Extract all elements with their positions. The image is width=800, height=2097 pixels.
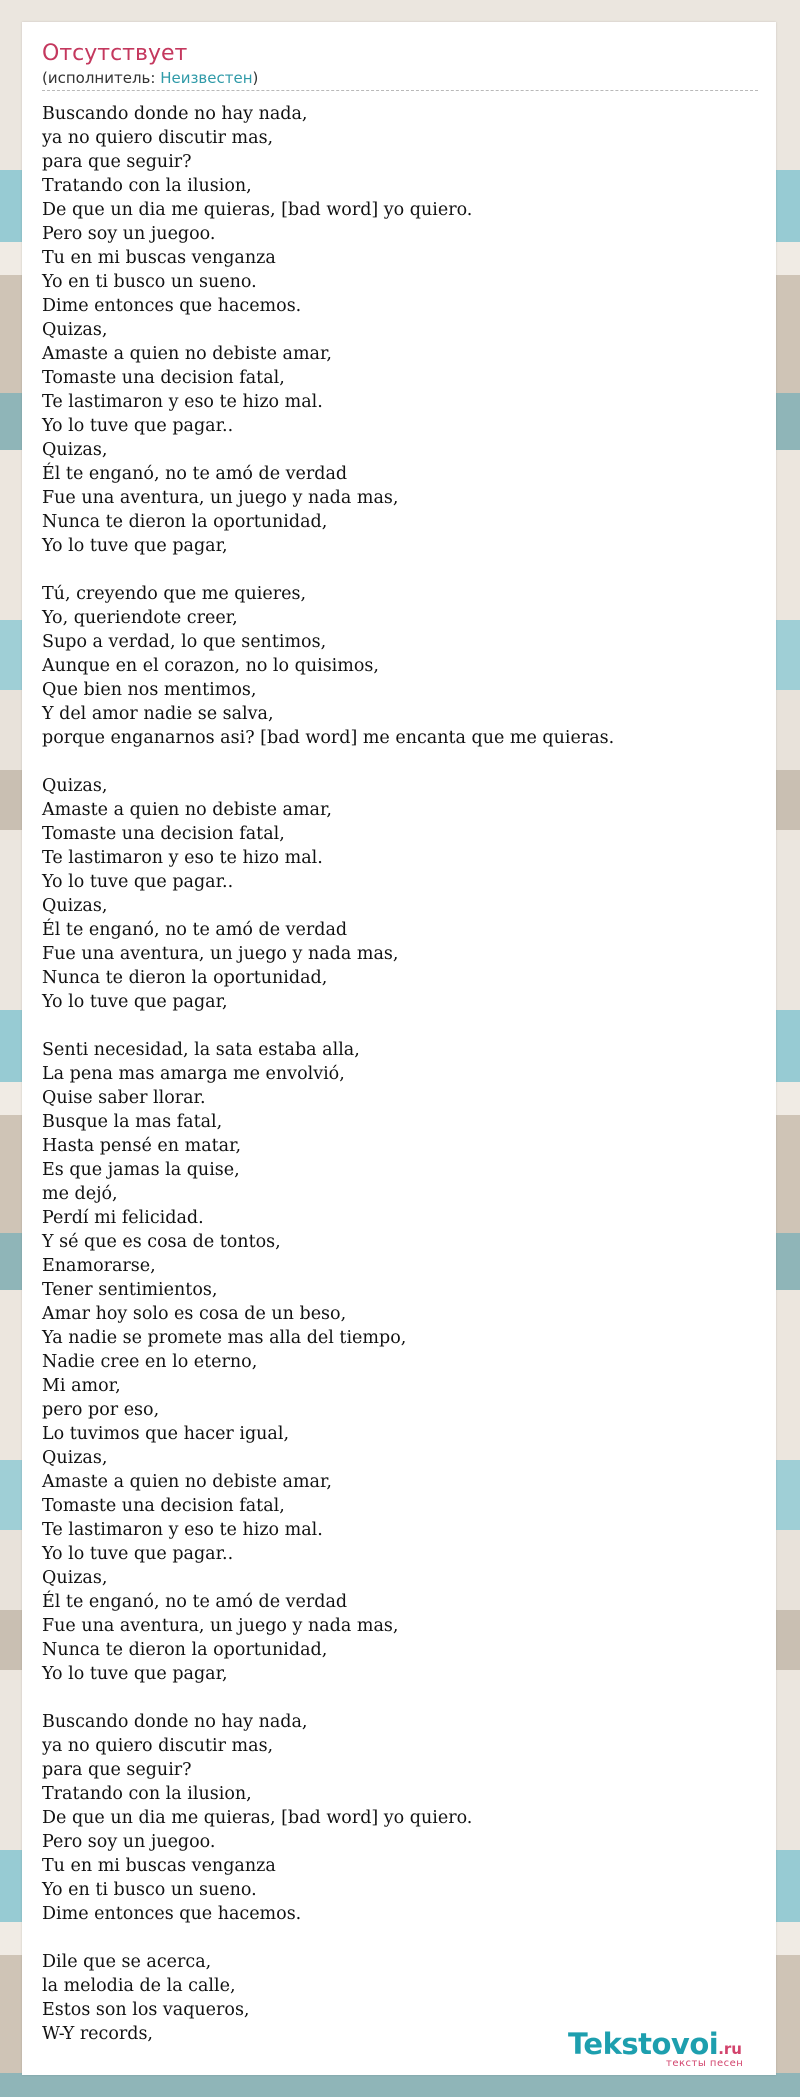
lyric-line: Quizas, (42, 320, 108, 340)
lyric-line: Te lastimaron y eso te hizo mal. (42, 848, 323, 868)
song-title: Отсутствует (42, 41, 188, 66)
lyric-line: Enamorarse, (42, 1256, 156, 1276)
lyric-line: la melodia de la calle, (42, 1976, 236, 1996)
lyric-line: Yo lo tuve que pagar.. (42, 416, 234, 436)
lyric-line: De que un dia me quieras, [bad word] yo quiero. (42, 200, 473, 220)
lyric-line: Él te enganó, no te amó de verdad (42, 1592, 348, 1612)
lyric-line: Quizas, (42, 440, 108, 460)
lyric-line: Busque la mas fatal, (42, 1112, 223, 1132)
lyric-line: Nunca te dieron la oportunidad, (42, 512, 328, 532)
lyric-line: Que bien nos mentimos, (42, 680, 257, 700)
lyric-line: Amaste a quien no debiste amar, (42, 800, 332, 820)
lyric-line: Él te enganó, no te amó de verdad (42, 920, 348, 940)
logo-wordmark: Tekstovoi (568, 2027, 719, 2061)
lyric-line: Buscando donde no hay nada, (42, 1712, 308, 1732)
lyric-line: para que seguir? (42, 1760, 192, 1780)
lyric-line: Tu en mi buscas venganza (42, 1856, 276, 1876)
lyric-line: W-Y records, (42, 2024, 153, 2044)
lyric-line: Nadie cree en lo eterno, (42, 1352, 258, 1372)
lyric-line: Supo a verdad, lo que sentimos, (42, 632, 327, 652)
lyric-line: Estos son los vaqueros, (42, 2000, 250, 2020)
lyric-line: para que seguir? (42, 152, 192, 172)
lyric-line: Quise saber llorar. (42, 1088, 206, 1108)
lyric-line (42, 1926, 758, 1950)
lyric-line: Aunque en el corazon, no lo quisimos, (42, 656, 379, 676)
lyrics-card (22, 22, 776, 2075)
lyric-line: Yo en ti busco un sueno. (42, 1880, 257, 1900)
lyric-line: Pero soy un juegoo. (42, 1832, 216, 1852)
lyric-line: Senti necesidad, la sata estaba alla, (42, 1040, 360, 1060)
lyric-line: Es que jamas la quise, (42, 1160, 240, 1180)
logo-tld: .ru (718, 2040, 742, 2058)
lyric-line (42, 750, 758, 774)
lyric-line: Y sé que es cosa de tontos, (42, 1232, 281, 1252)
lyric-line: Perdí mi felicidad. (42, 1208, 204, 1228)
lyric-line: Yo lo tuve que pagar.. (42, 1544, 234, 1564)
lyric-line: Hasta pensé en matar, (42, 1136, 242, 1156)
lyric-line: Fue una aventura, un juego y nada mas, (42, 1616, 399, 1636)
lyric-line: Buscando donde no hay nada, (42, 104, 308, 124)
lyric-line: De que un dia me quieras, [bad word] yo quiero. (42, 1808, 473, 1828)
lyric-line: Yo, queriendote creer, (42, 608, 238, 628)
lyric-line: Amaste a quien no debiste amar, (42, 344, 332, 364)
lyric-line: Quizas, (42, 1568, 108, 1588)
lyric-line: Tomaste una decision fatal, (42, 1496, 285, 1516)
lyric-line: porque enganarnos asi? [bad word] me encanta que me quieras. (42, 728, 615, 748)
lyric-line: Amar hoy solo es cosa de un beso, (42, 1304, 347, 1324)
lyric-line: Ya nadie se promete mas alla del tiempo, (42, 1328, 407, 1348)
lyric-line: Yo lo tuve que pagar, (42, 1664, 228, 1684)
lyric-line: Tú, creyendo que me quieres, (42, 584, 307, 604)
artist-link[interactable]: Неизвестен (160, 69, 253, 87)
lyric-line: Pero soy un juegoo. (42, 224, 216, 244)
artist-line (42, 68, 758, 88)
lyric-line (42, 558, 758, 582)
lyric-line (42, 1014, 758, 1038)
lyric-line: Fue una aventura, un juego y nada mas, (42, 488, 399, 508)
lyric-line: Yo lo tuve que pagar, (42, 992, 228, 1012)
lyric-line: me dejó, (42, 1184, 118, 1204)
lyric-line: Tomaste una decision fatal, (42, 368, 285, 388)
lyric-line: Quizas, (42, 896, 108, 916)
lyric-line: Nunca te dieron la oportunidad, (42, 1640, 328, 1660)
lyric-line: Lo tuvimos que hacer igual, (42, 1424, 290, 1444)
lyric-line (42, 1686, 758, 1710)
lyric-line: Amaste a quien no debiste amar, (42, 1472, 332, 1492)
lyric-line: Yo lo tuve que pagar.. (42, 872, 234, 892)
lyric-line: Dile que se acerca, (42, 1952, 212, 1972)
lyric-line: Dime entonces que hacemos. (42, 296, 302, 316)
lyric-line: ya no quiero discutir mas, (42, 1736, 274, 1756)
lyric-line: Y del amor nadie se salva, (42, 704, 274, 724)
lyric-line: La pena mas amarga me envolvió, (42, 1064, 345, 1084)
lyric-line: Tratando con la ilusion, (42, 1784, 252, 1804)
site-logo[interactable] (568, 2028, 768, 2072)
lyric-line: pero por eso, (42, 1400, 160, 1420)
lyric-line: Quizas, (42, 1448, 108, 1468)
lyric-line: Tener sentimientos, (42, 1280, 218, 1300)
lyric-line: Quizas, (42, 776, 108, 796)
lyric-line: Te lastimaron y eso te hizo mal. (42, 1520, 323, 1540)
lyric-line: Te lastimaron y eso te hizo mal. (42, 392, 323, 412)
lyric-line: Yo en ti busco un sueno. (42, 272, 257, 292)
logo-subtitle: тексты песен (666, 2058, 744, 2069)
lyric-line: Tu en mi buscas venganza (42, 248, 276, 268)
lyrics-text (42, 102, 758, 2046)
lyric-line: ya no quiero discutir mas, (42, 128, 274, 148)
lyric-line: Mi amor, (42, 1376, 121, 1396)
artist-suffix: ) (252, 69, 259, 87)
lyric-line: Tratando con la ilusion, (42, 176, 252, 196)
lyric-line: Tomaste una decision fatal, (42, 824, 285, 844)
lyric-line: Dime entonces que hacemos. (42, 1904, 302, 1924)
song-header (42, 40, 758, 91)
lyric-line: Nunca te dieron la oportunidad, (42, 968, 328, 988)
lyric-line: Fue una aventura, un juego y nada mas, (42, 944, 399, 964)
lyric-line: Él te enganó, no te amó de verdad (42, 464, 348, 484)
artist-prefix: (исполнитель: (42, 69, 161, 87)
lyric-line: Yo lo tuve que pagar, (42, 536, 228, 556)
